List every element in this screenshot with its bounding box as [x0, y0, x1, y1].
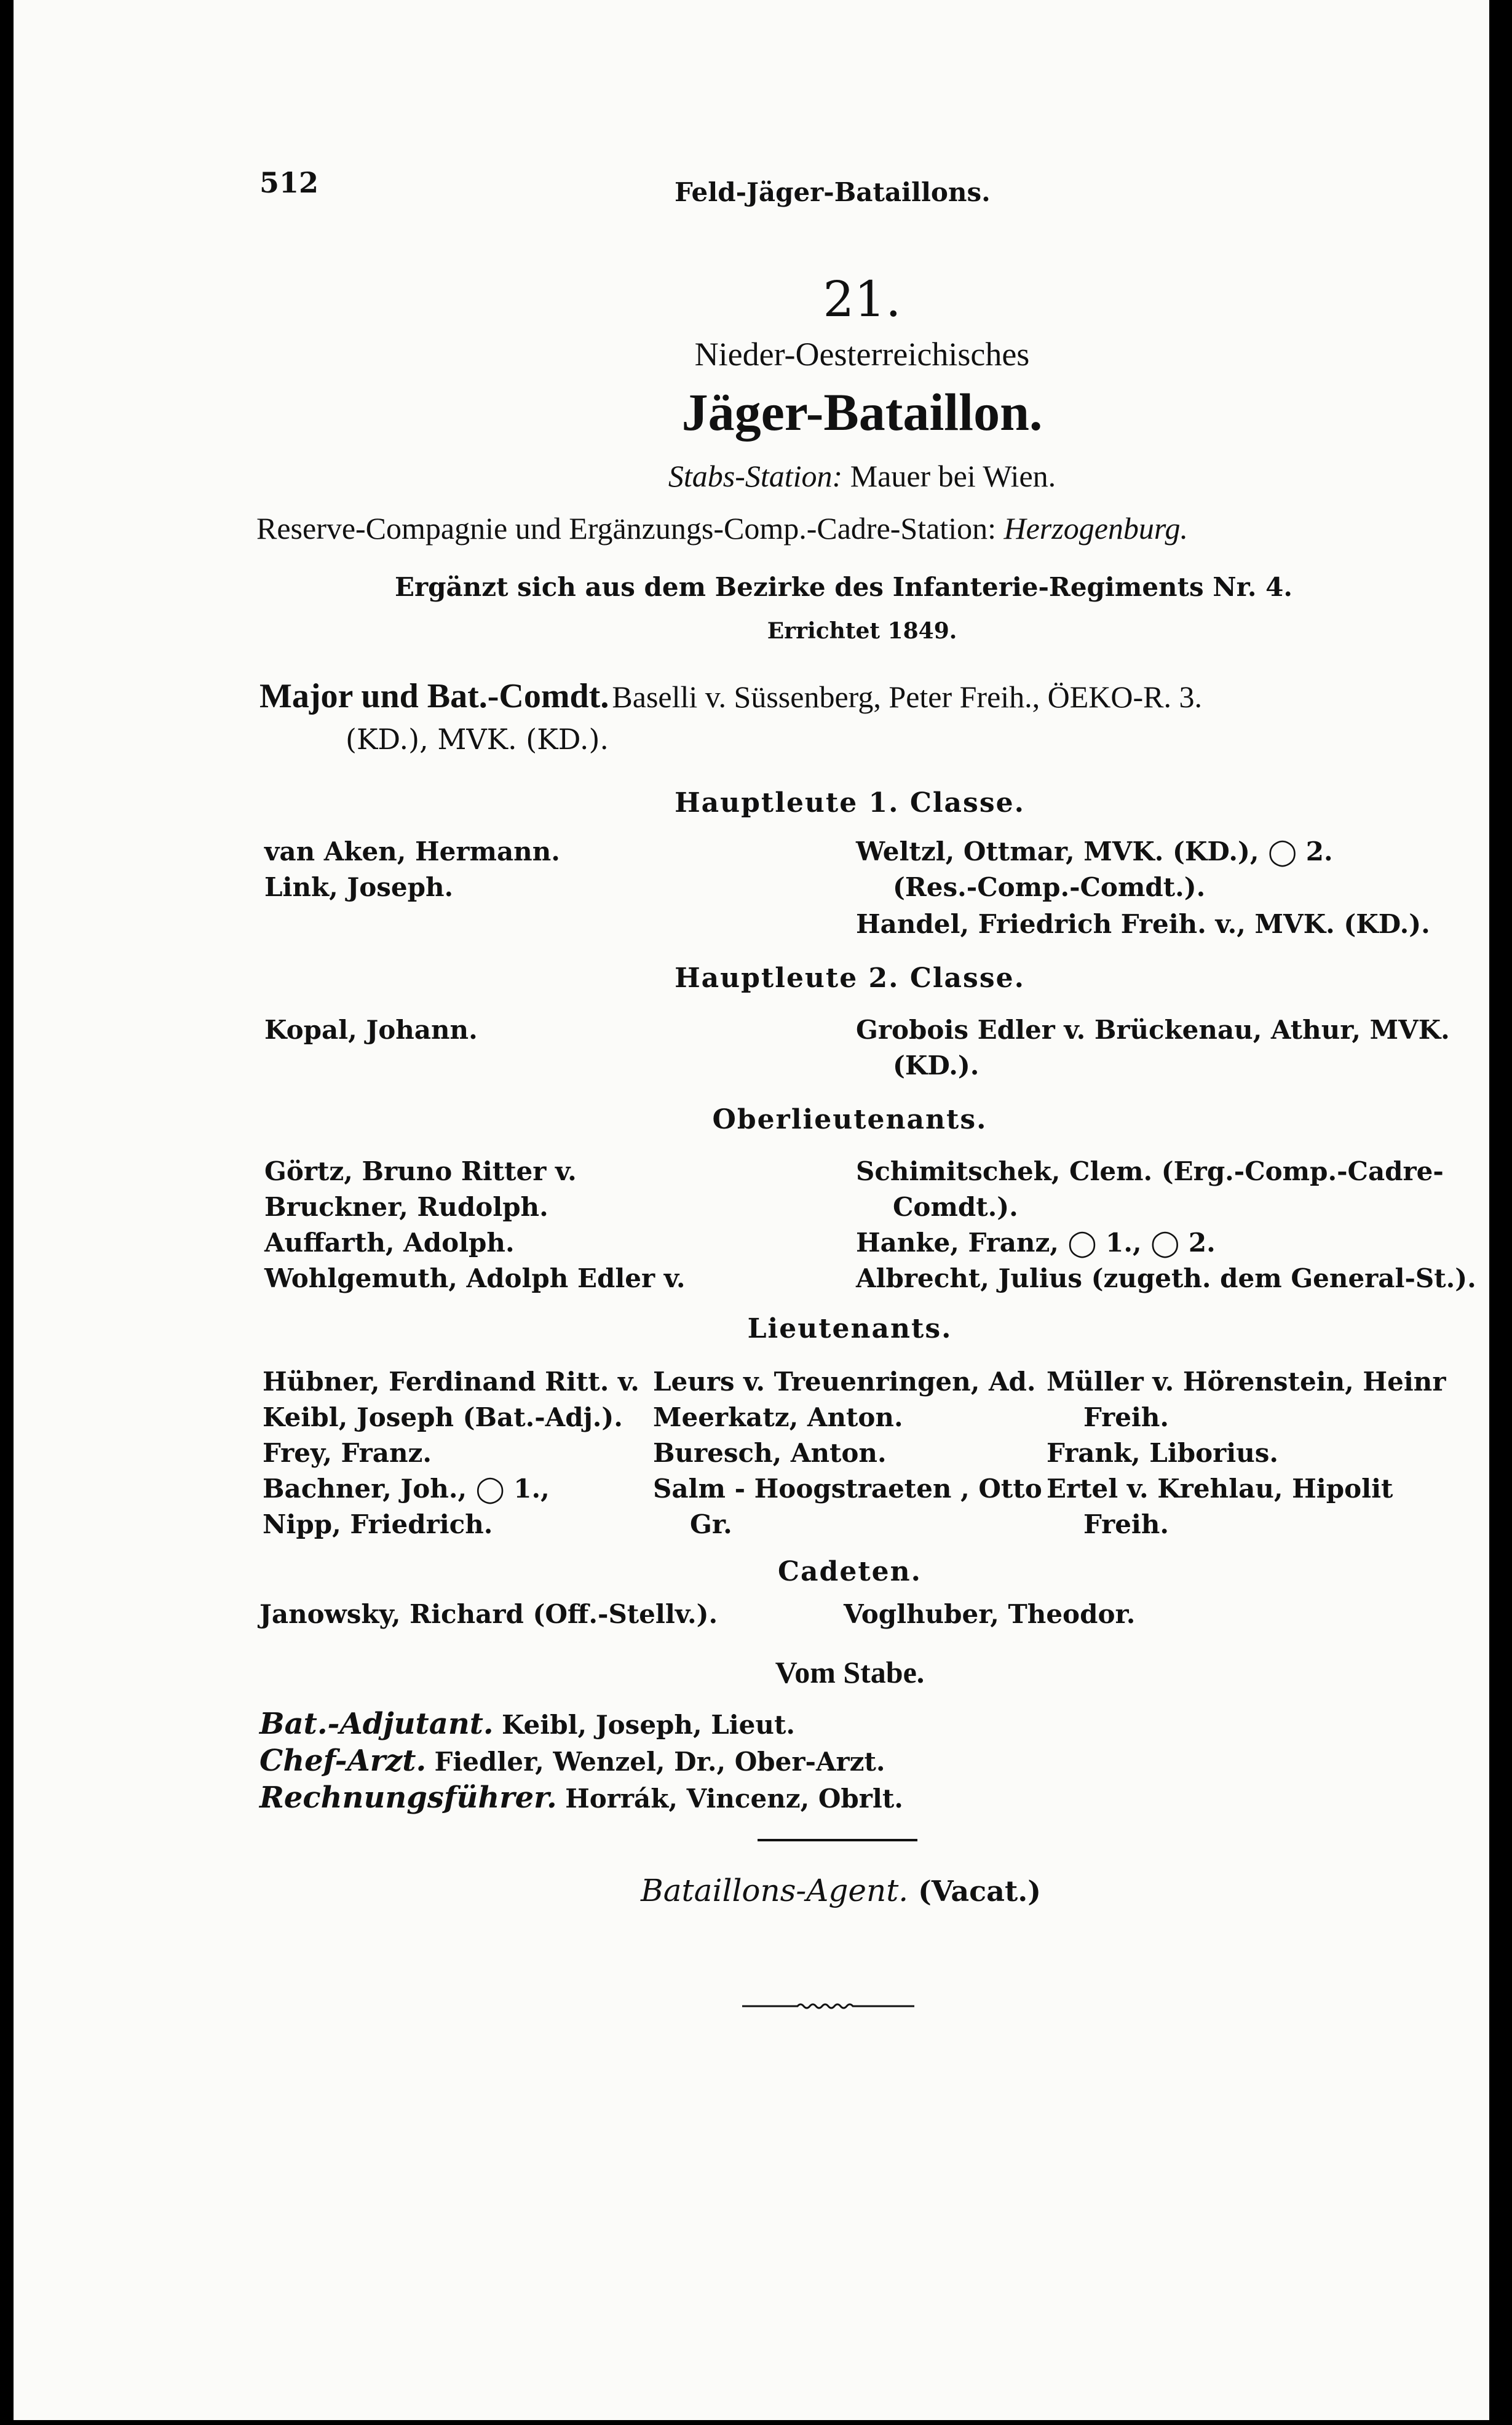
staff-role: Rechnungsführer.	[259, 1780, 557, 1815]
list-item: Meerkatz, Anton.	[653, 1402, 903, 1432]
list-item: Frey, Franz.	[263, 1438, 432, 1468]
heading-cadets: Cadeten.	[778, 1556, 922, 1587]
staff-role: Chef-Arzt.	[259, 1744, 427, 1778]
list-item: Auffarth, Adolph.	[264, 1228, 515, 1258]
list-item: Kopal, Johann.	[264, 1015, 478, 1045]
divider	[758, 1839, 917, 1841]
list-item: (KD.).	[893, 1050, 980, 1081]
reserve-station-value: Herzogenburg.	[1003, 511, 1188, 546]
heading-captains-1: Hauptleute 1. Classe.	[675, 787, 1025, 819]
list-item: Nipp, Friedrich.	[263, 1509, 493, 1539]
list-item: Hübner, Ferdinand Ritt. v.	[263, 1367, 639, 1397]
list-item: Gr.	[690, 1509, 732, 1539]
agent-value: (Vacat.)	[918, 1875, 1041, 1908]
list-item: Frank, Liborius.	[1047, 1438, 1279, 1468]
list-item: Janowsky, Richard (Off.-Stellv.).	[259, 1599, 718, 1629]
ornament-divider	[742, 1999, 914, 2011]
list-item: Leurs v. Treuenringen, Ad.	[653, 1367, 1036, 1397]
list-item: Voglhuber, Theodor.	[844, 1599, 1136, 1629]
list-item: (Res.-Comp.-Comdt.).	[893, 872, 1206, 902]
document-page	[14, 0, 1489, 2420]
staff-row	[259, 1707, 795, 1741]
list-item: Schimitschek, Clem. (Erg.-Comp.-Cadre-	[856, 1156, 1444, 1186]
agent-line	[641, 1873, 1041, 1908]
list-item: Grobois Edler v. Brückenau, Athur, MVK.	[856, 1015, 1450, 1045]
battalion-number: 21.	[823, 271, 901, 328]
commander-decorations: (KD.), MVK. (KD.).	[346, 723, 609, 756]
staff-station-value: Mauer bei Wien.	[850, 459, 1056, 493]
heading-staff: Vom Stabe.	[775, 1655, 925, 1689]
agent-role: Bataillons-Agent.	[641, 1873, 909, 1908]
list-item: Bachner, Joh., ◯ 1.,	[263, 1474, 550, 1504]
list-item: Görtz, Bruno Ritter v.	[264, 1156, 577, 1186]
heading-first-lieutenants: Oberlieutenants.	[712, 1104, 988, 1135]
commander-name: Baselli v. Süssenberg, Peter Freih., ÖEKO-R. 3.	[612, 680, 1203, 714]
recruitment-note: Ergänzt sich aus dem Bezirke des Infanterie-Regiments Nr. 4.	[394, 572, 1292, 602]
heading-captains-2: Hauptleute 2. Classe.	[675, 962, 1025, 994]
staff-name: Fiedler, Wenzel, Dr., Ober-Arzt.	[434, 1747, 885, 1777]
battalion-name: Jäger-Bataillon.	[681, 383, 1043, 442]
staff-station	[14, 458, 1512, 494]
list-item: Albrecht, Julius (zugeth. dem General-St.).	[856, 1263, 1476, 1293]
list-item: Bruckner, Rudolph.	[264, 1192, 548, 1222]
staff-station-label: Stabs-Station:	[668, 459, 843, 493]
list-item: Comdt.).	[893, 1192, 1018, 1222]
list-item: Salm - Hoogstraeten , Otto	[653, 1474, 1042, 1504]
list-item: Link, Joseph.	[264, 872, 454, 902]
list-item: Weltzl, Ottmar, MVK. (KD.), ◯ 2.	[856, 836, 1333, 867]
reserve-station	[256, 510, 1188, 546]
battalion-subtitle: Nieder-Oesterreichisches	[694, 336, 1030, 373]
reserve-station-label: Reserve-Compagnie und Ergänzungs-Comp.-Cadre-Station:	[256, 511, 996, 546]
staff-row	[259, 1780, 903, 1815]
commander-line	[259, 677, 1202, 716]
staff-name: Keibl, Joseph, Lieut.	[501, 1710, 795, 1740]
list-item: Ertel v. Krehlau, Hipolit	[1047, 1474, 1393, 1504]
heading-lieutenants: Lieutenants.	[747, 1313, 952, 1344]
list-item: Müller v. Hörenstein, Heinr	[1047, 1367, 1446, 1397]
list-item: Hanke, Franz, ◯ 1., ◯ 2.	[856, 1228, 1216, 1258]
staff-name: Horrák, Vincenz, Obrlt.	[565, 1784, 903, 1814]
list-item: Wohlgemuth, Adolph Edler v.	[264, 1263, 686, 1293]
list-item: Keibl, Joseph (Bat.-Adj.).	[263, 1402, 623, 1432]
founded-note: Errichtet 1849.	[767, 618, 957, 644]
list-item: Freih.	[1083, 1509, 1170, 1539]
running-title: Feld-Jäger-Bataillons.	[675, 177, 991, 207]
list-item: Freih.	[1083, 1402, 1170, 1432]
staff-row	[259, 1744, 885, 1778]
staff-role: Bat.-Adjutant.	[259, 1707, 494, 1741]
list-item: Handel, Friedrich Freih. v., MVK. (KD.).	[856, 909, 1430, 939]
page-number: 512	[259, 166, 319, 199]
list-item: van Aken, Hermann.	[264, 836, 560, 867]
list-item: Buresch, Anton.	[653, 1438, 887, 1468]
commander-title: Major und Bat.-Comdt.	[259, 677, 609, 715]
